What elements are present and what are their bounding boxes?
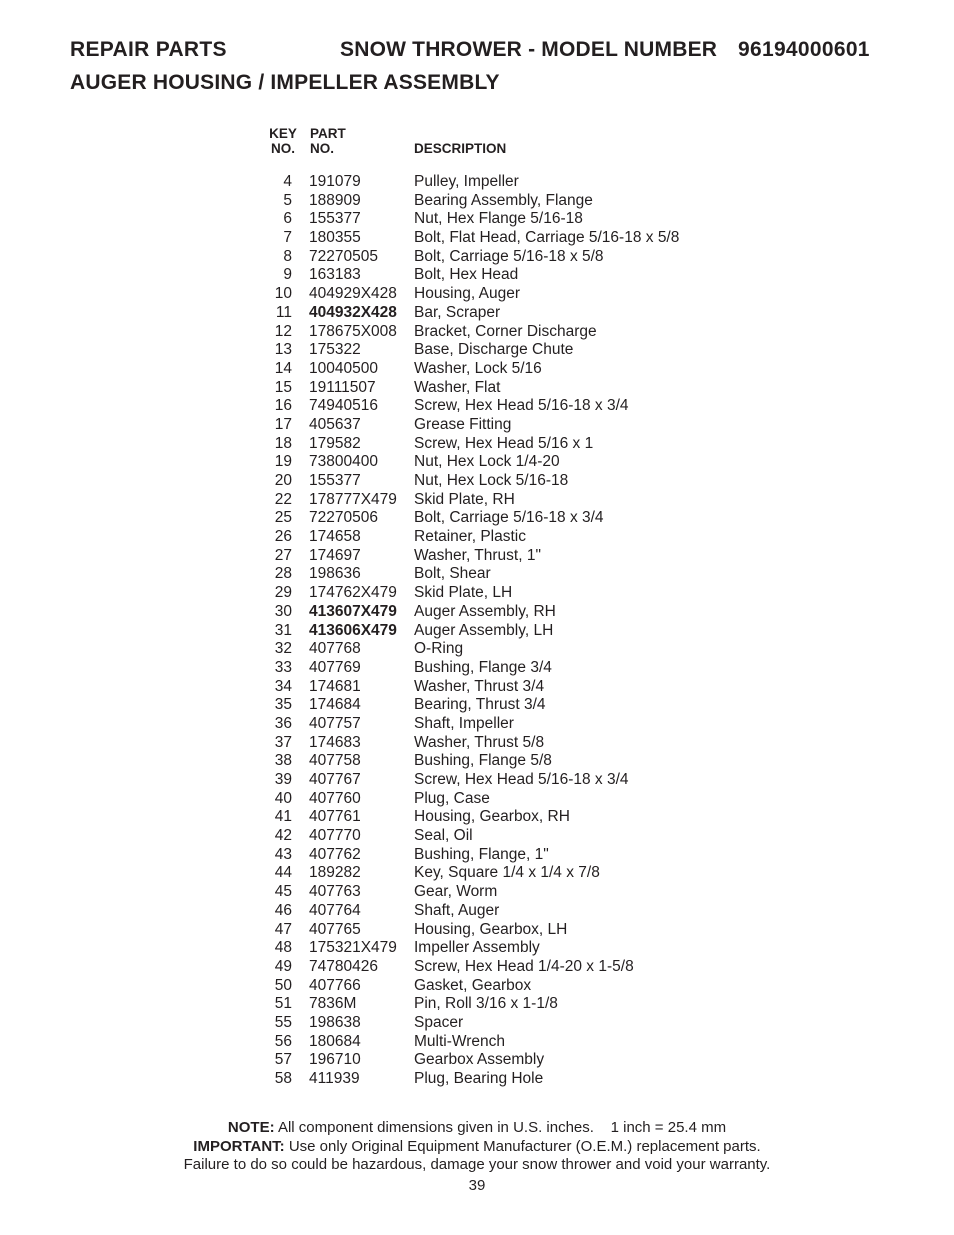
part-description: Bracket, Corner Discharge bbox=[414, 322, 597, 340]
part-description: Bearing, Thrust 3/4 bbox=[414, 696, 546, 714]
key-number: 45 bbox=[274, 883, 292, 901]
part-number: 72270506 bbox=[309, 509, 378, 527]
table-row bbox=[266, 341, 786, 360]
part-description: Bearing Assembly, Flange bbox=[414, 191, 593, 209]
part-number: 407770 bbox=[309, 827, 361, 845]
key-number: 14 bbox=[274, 359, 292, 377]
part-description: Bushing, Flange, 1" bbox=[414, 845, 549, 863]
key-number: 48 bbox=[274, 939, 292, 957]
key-number: 44 bbox=[274, 864, 292, 882]
key-number: 51 bbox=[274, 995, 292, 1013]
key-number: 35 bbox=[274, 696, 292, 714]
page-number: 39 bbox=[468, 1177, 486, 1194]
table-row bbox=[266, 248, 786, 267]
part-description: Bolt, Carriage 5/16-18 x 3/4 bbox=[414, 509, 604, 527]
part-number: 407760 bbox=[309, 789, 361, 807]
table-row bbox=[266, 528, 786, 547]
part-description: Nut, Hex Lock 1/4-20 bbox=[414, 453, 560, 471]
part-description: Screw, Hex Head 5/16-18 x 3/4 bbox=[414, 771, 629, 788]
part-number: 178777X479 bbox=[309, 490, 397, 508]
table-row bbox=[266, 715, 786, 734]
part-number: 198636 bbox=[309, 565, 361, 583]
key-number: 15 bbox=[274, 378, 292, 396]
key-number: 11 bbox=[275, 303, 292, 321]
table-row bbox=[266, 603, 786, 622]
key-number: 13 bbox=[274, 341, 292, 359]
part-no-header: PART NO. bbox=[310, 126, 346, 156]
key-number: 18 bbox=[274, 434, 292, 452]
table-row bbox=[266, 285, 786, 304]
table-row bbox=[266, 379, 786, 398]
table-row bbox=[266, 1070, 786, 1089]
part-number: 404929X428 bbox=[309, 285, 397, 303]
part-number: 7836M bbox=[309, 995, 357, 1013]
part-number: 407761 bbox=[309, 808, 361, 826]
table-row bbox=[266, 659, 786, 678]
key-number: 33 bbox=[274, 658, 292, 676]
key-number: 8 bbox=[283, 247, 292, 265]
part-number: 74940516 bbox=[309, 397, 378, 415]
part-description: Washer, Flat bbox=[414, 378, 501, 396]
key-number: 56 bbox=[274, 1032, 292, 1050]
part-description: Pulley, Impeller bbox=[414, 173, 519, 190]
key-number: 26 bbox=[274, 528, 292, 546]
part-description: O-Ring bbox=[414, 640, 464, 658]
part-description: Spacer bbox=[414, 1013, 464, 1031]
important-label: IMPORTANT: bbox=[193, 1137, 285, 1155]
key-number: 28 bbox=[274, 565, 292, 583]
assembly-title: AUGER HOUSING / IMPELLER ASSEMBLY bbox=[70, 71, 500, 94]
key-number: 7 bbox=[283, 229, 292, 247]
key-number: 36 bbox=[274, 714, 292, 732]
part-number: 174684 bbox=[309, 696, 361, 714]
part-number: 72270505 bbox=[309, 247, 378, 265]
part-description: Plug, Bearing Hole bbox=[414, 1070, 544, 1087]
part-description: Washer, Thrust, 1" bbox=[414, 546, 541, 564]
key-number: 9 bbox=[283, 266, 292, 284]
table-row bbox=[266, 435, 786, 454]
table-row bbox=[266, 565, 786, 584]
part-description: Skid Plate, LH bbox=[414, 584, 513, 602]
part-number: 407766 bbox=[309, 976, 361, 994]
table-row bbox=[266, 883, 786, 902]
part-number: 174683 bbox=[309, 733, 361, 751]
page-footer bbox=[0, 1119, 954, 1175]
parts-table-header bbox=[266, 126, 766, 162]
part-number: 407762 bbox=[309, 845, 361, 863]
table-row bbox=[266, 360, 786, 379]
table-row bbox=[266, 1033, 786, 1052]
parts-list bbox=[266, 173, 786, 1089]
table-row bbox=[266, 173, 786, 192]
note-text: All component dimensions given in U.S. inches. 1 inch = 25.4 mm bbox=[277, 1119, 727, 1136]
part-number: 73800400 bbox=[309, 453, 378, 471]
table-row bbox=[266, 640, 786, 659]
part-number: 413606X479 bbox=[309, 621, 397, 639]
table-row bbox=[266, 696, 786, 715]
part-number: 174681 bbox=[309, 677, 361, 695]
part-number: 180355 bbox=[309, 229, 361, 247]
part-description: Retainer, Plastic bbox=[414, 528, 526, 546]
part-number: 179582 bbox=[309, 434, 361, 452]
table-row bbox=[266, 864, 786, 883]
table-row bbox=[266, 229, 786, 248]
key-number: 34 bbox=[274, 677, 292, 695]
key-number: 37 bbox=[274, 733, 292, 751]
part-number: 198638 bbox=[309, 1013, 361, 1031]
table-row bbox=[266, 977, 786, 996]
part-number: 155377 bbox=[309, 210, 361, 228]
part-number: 407764 bbox=[309, 901, 361, 919]
part-number: 175321X479 bbox=[309, 939, 397, 957]
description-header: DESCRIPTION bbox=[414, 141, 507, 156]
part-number: 407763 bbox=[309, 883, 361, 901]
part-number: 74780426 bbox=[309, 957, 378, 975]
key-number: 43 bbox=[274, 845, 292, 863]
table-row bbox=[266, 1051, 786, 1070]
part-number: 407758 bbox=[309, 752, 361, 770]
key-number: 39 bbox=[274, 771, 292, 788]
part-description: Multi-Wrench bbox=[414, 1032, 506, 1050]
note-line bbox=[0, 1119, 954, 1138]
part-description: Pin, Roll 3/16 x 1-1/8 bbox=[414, 995, 558, 1013]
table-row bbox=[266, 416, 786, 435]
key-number: 42 bbox=[274, 827, 292, 845]
key-number: 6 bbox=[283, 210, 292, 228]
table-row bbox=[266, 734, 786, 753]
table-row bbox=[266, 304, 786, 323]
part-number: 407757 bbox=[309, 714, 361, 732]
part-description: Bolt, Hex Head bbox=[414, 266, 519, 284]
table-row bbox=[266, 584, 786, 603]
part-number: 405637 bbox=[309, 415, 361, 433]
key-number: 27 bbox=[274, 546, 292, 564]
warning-text: Failure to do so could be hazardous, damage your snow thrower and void your warranty. bbox=[183, 1156, 771, 1174]
key-number: 55 bbox=[274, 1013, 292, 1031]
table-row bbox=[266, 790, 786, 809]
key-number: 46 bbox=[274, 901, 292, 919]
part-number: 155377 bbox=[309, 472, 361, 489]
part-description: Auger Assembly, LH bbox=[414, 621, 554, 639]
table-row bbox=[266, 547, 786, 566]
part-description: Base, Discharge Chute bbox=[414, 341, 574, 359]
table-row bbox=[266, 808, 786, 827]
part-description: Washer, Thrust 3/4 bbox=[414, 677, 545, 695]
model-number: 96194000601 bbox=[738, 38, 870, 61]
part-number: 175322 bbox=[309, 341, 361, 359]
part-description: Plug, Case bbox=[414, 789, 490, 807]
key-number: 47 bbox=[274, 920, 292, 938]
part-description: Housing, Gearbox, LH bbox=[414, 920, 568, 938]
part-description: Gearbox Assembly bbox=[414, 1051, 545, 1069]
part-description: Gear, Worm bbox=[414, 883, 498, 901]
part-description: Bar, Scraper bbox=[414, 303, 501, 321]
table-row bbox=[266, 846, 786, 865]
key-number: 57 bbox=[274, 1051, 292, 1069]
part-description: Bushing, Flange 5/8 bbox=[414, 752, 552, 770]
key-number: 38 bbox=[274, 752, 292, 770]
key-number: 40 bbox=[274, 789, 292, 807]
section-title: REPAIR PARTS bbox=[70, 38, 227, 61]
part-number: 188909 bbox=[309, 191, 361, 209]
part-description: Bolt, Flat Head, Carriage 5/16-18 x 5/8 bbox=[414, 229, 680, 247]
key-number: 50 bbox=[274, 976, 292, 994]
key-number: 30 bbox=[274, 602, 292, 620]
part-description: Screw, Hex Head 5/16 x 1 bbox=[414, 434, 594, 452]
key-number: 58 bbox=[274, 1070, 292, 1087]
part-number: 196710 bbox=[309, 1051, 361, 1069]
part-number: 174658 bbox=[309, 528, 361, 546]
key-number: 22 bbox=[274, 490, 292, 508]
table-row bbox=[266, 491, 786, 510]
key-number: 32 bbox=[274, 640, 292, 658]
part-description: Auger Assembly, RH bbox=[414, 602, 556, 620]
product-title: SNOW THROWER - MODEL NUMBER bbox=[340, 38, 718, 61]
key-number: 12 bbox=[274, 322, 292, 340]
part-description: Gasket, Gearbox bbox=[414, 976, 532, 994]
part-number: 404932X428 bbox=[309, 303, 397, 321]
key-number: 49 bbox=[274, 957, 292, 975]
part-description: Screw, Hex Head 5/16-18 x 3/4 bbox=[414, 397, 629, 415]
important-line bbox=[0, 1138, 954, 1157]
part-number: 407765 bbox=[309, 920, 361, 938]
table-row bbox=[266, 678, 786, 697]
table-row bbox=[266, 472, 786, 491]
part-number: 407769 bbox=[309, 658, 361, 676]
table-row bbox=[266, 902, 786, 921]
part-number: 191079 bbox=[309, 173, 361, 190]
part-number: 178675X008 bbox=[309, 322, 397, 340]
table-row bbox=[266, 827, 786, 846]
part-description: Bushing, Flange 3/4 bbox=[414, 658, 552, 676]
part-number: 189282 bbox=[309, 864, 361, 882]
part-description: Skid Plate, RH bbox=[414, 490, 515, 508]
key-number: 19 bbox=[274, 453, 292, 471]
part-number: 163183 bbox=[309, 266, 361, 284]
part-description: Housing, Auger bbox=[414, 285, 520, 303]
part-description: Key, Square 1/4 x 1/4 x 7/8 bbox=[414, 864, 600, 882]
part-number: 413607X479 bbox=[309, 602, 397, 620]
part-description: Bolt, Carriage 5/16-18 x 5/8 bbox=[414, 247, 604, 265]
table-row bbox=[266, 192, 786, 211]
part-description: Seal, Oil bbox=[414, 827, 473, 845]
table-row bbox=[266, 509, 786, 528]
part-description: Bolt, Shear bbox=[414, 565, 491, 583]
table-row bbox=[266, 622, 786, 641]
table-row bbox=[266, 958, 786, 977]
key-no-header: KEY NO. bbox=[269, 126, 297, 156]
part-number: 407767 bbox=[309, 771, 361, 788]
key-number: 41 bbox=[274, 808, 292, 826]
table-row bbox=[266, 397, 786, 416]
table-row bbox=[266, 752, 786, 771]
table-row bbox=[266, 453, 786, 472]
key-number: 25 bbox=[274, 509, 292, 527]
part-number: 407768 bbox=[309, 640, 361, 658]
part-number: 174762X479 bbox=[309, 584, 397, 602]
part-description: Shaft, Auger bbox=[414, 901, 500, 919]
key-number: 17 bbox=[274, 415, 292, 433]
part-number: 10040500 bbox=[309, 359, 378, 377]
part-description: Housing, Gearbox, RH bbox=[414, 808, 570, 826]
table-row bbox=[266, 1014, 786, 1033]
part-description: Washer, Thrust 5/8 bbox=[414, 733, 545, 751]
key-number: 20 bbox=[274, 472, 292, 489]
table-row bbox=[266, 939, 786, 958]
part-description: Screw, Hex Head 1/4-20 x 1-5/8 bbox=[414, 957, 634, 975]
part-description: Impeller Assembly bbox=[414, 939, 540, 957]
part-number: 19111507 bbox=[309, 378, 376, 396]
important-text: Use only Original Equipment Manufacturer (O.E.M.) replacement parts. bbox=[288, 1137, 761, 1155]
key-number: 10 bbox=[274, 285, 292, 303]
note-label: NOTE: bbox=[227, 1119, 275, 1136]
table-row bbox=[266, 995, 786, 1014]
table-row bbox=[266, 921, 786, 940]
key-number: 5 bbox=[283, 191, 292, 209]
key-number: 31 bbox=[274, 621, 292, 639]
part-description: Nut, Hex Flange 5/16-18 bbox=[414, 210, 583, 228]
key-number: 16 bbox=[274, 397, 292, 415]
table-row bbox=[266, 323, 786, 342]
key-number: 29 bbox=[274, 584, 292, 602]
part-number: 411939 bbox=[309, 1070, 360, 1087]
page-header bbox=[70, 38, 910, 94]
part-description: Shaft, Impeller bbox=[414, 714, 514, 732]
table-row bbox=[266, 266, 786, 285]
part-number: 180684 bbox=[309, 1032, 361, 1050]
part-description: Grease Fitting bbox=[414, 415, 512, 433]
part-description: Nut, Hex Lock 5/16-18 bbox=[414, 472, 569, 489]
part-description: Washer, Lock 5/16 bbox=[414, 359, 542, 377]
table-row bbox=[266, 210, 786, 229]
part-number: 174697 bbox=[309, 546, 361, 564]
table-row bbox=[266, 771, 786, 790]
key-number: 4 bbox=[283, 173, 292, 190]
